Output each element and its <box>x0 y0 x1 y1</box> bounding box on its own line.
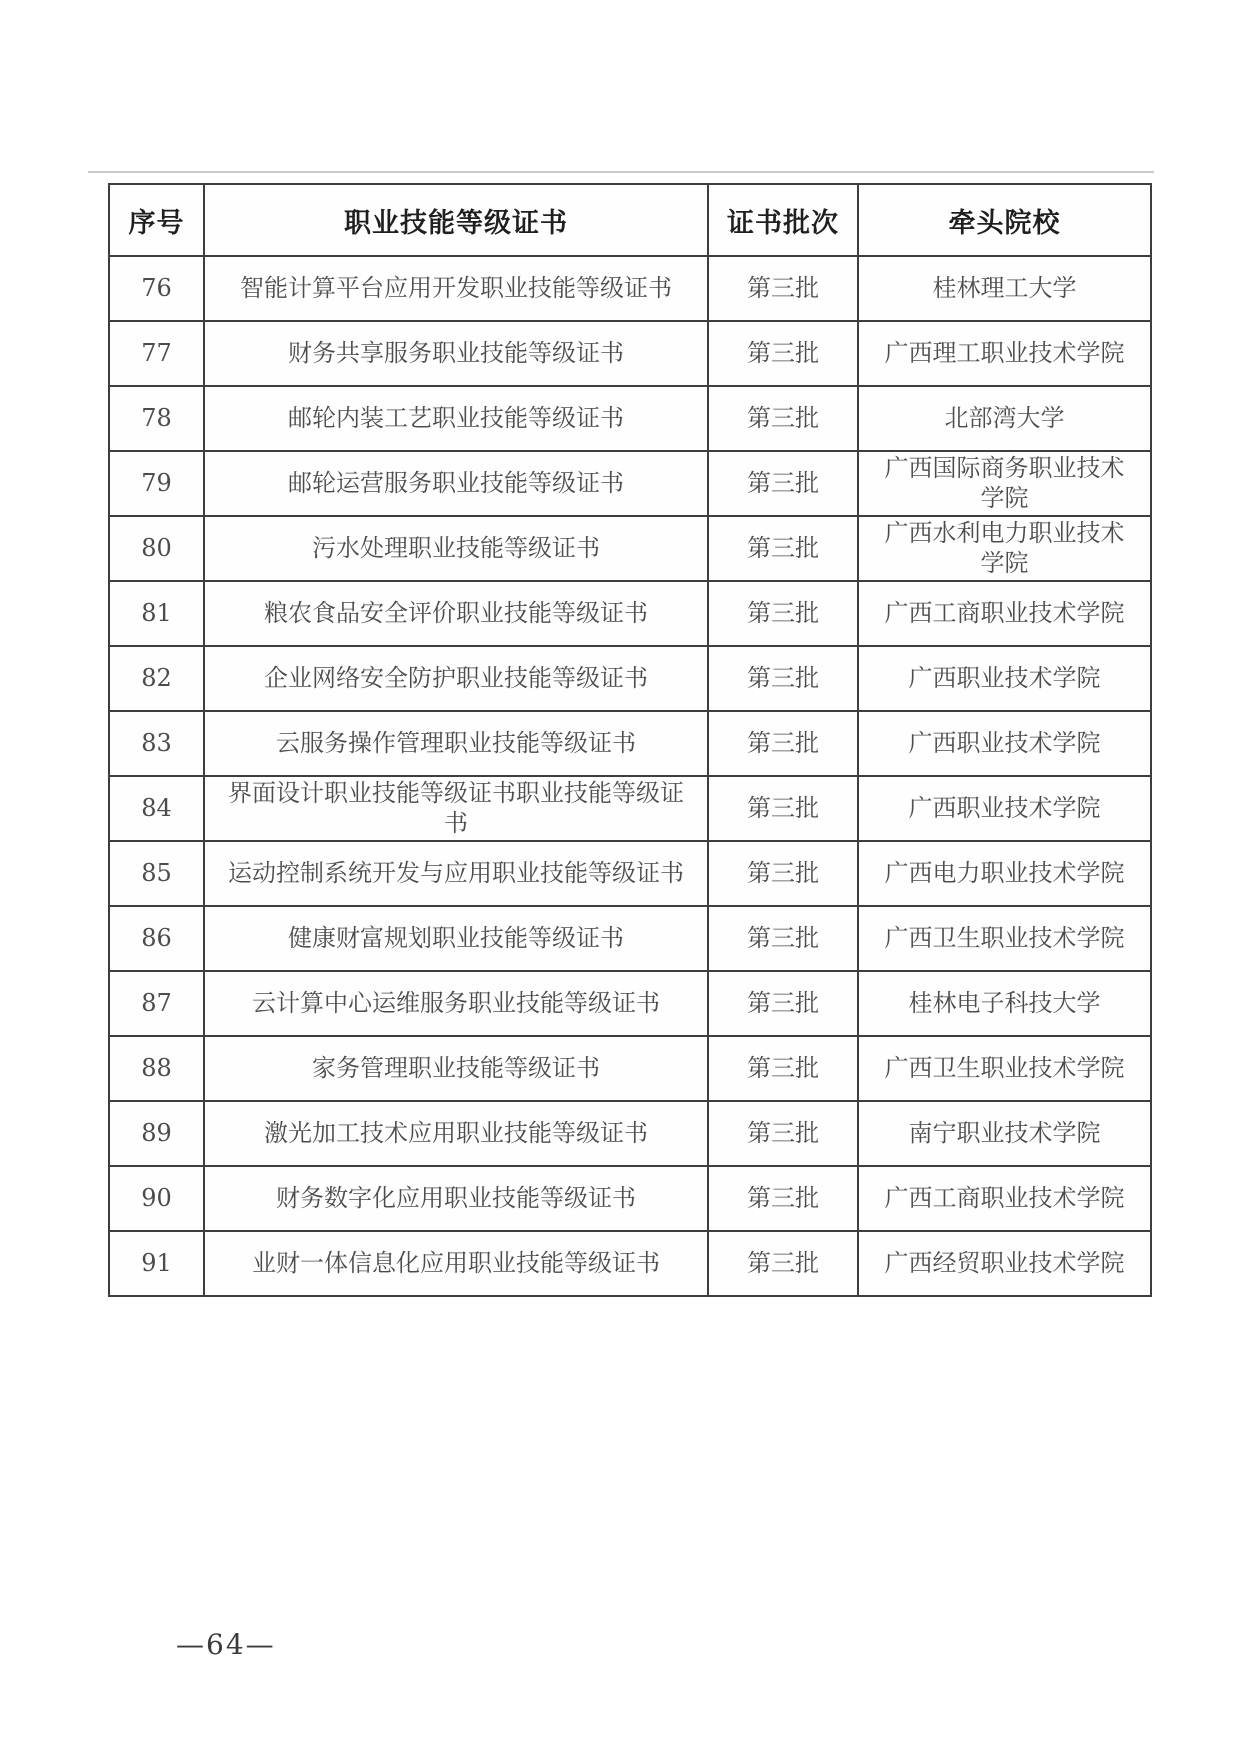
cell-no: 79 <box>109 451 204 516</box>
cell-batch: 第三批 <box>708 451 858 516</box>
certificate-table <box>108 183 1152 1297</box>
cell-batch: 第三批 <box>708 841 858 906</box>
cell-no: 77 <box>109 321 204 386</box>
cell-batch: 第三批 <box>708 906 858 971</box>
cell-batch: 第三批 <box>708 776 858 841</box>
cell-certificate: 智能计算平台应用开发职业技能等级证书 <box>204 256 708 321</box>
table-row <box>109 646 1151 711</box>
cell-school: 广西工商职业技术学院 <box>858 1166 1151 1231</box>
table-row <box>109 1036 1151 1101</box>
column-header-no: 序号 <box>109 184 204 256</box>
column-header-school: 牵头院校 <box>858 184 1151 256</box>
cell-no: 82 <box>109 646 204 711</box>
cell-school: 桂林电子科技大学 <box>858 971 1151 1036</box>
scan-artifact-line <box>88 171 1154 173</box>
header-row <box>109 184 1151 256</box>
cell-school: 广西经贸职业技术学院 <box>858 1231 1151 1296</box>
certificate-table-body <box>109 256 1151 1296</box>
table-row <box>109 256 1151 321</box>
table-row <box>109 451 1151 516</box>
cell-school: 广西水利电力职业技术学院 <box>858 516 1151 581</box>
cell-batch: 第三批 <box>708 1231 858 1296</box>
table-row <box>109 386 1151 451</box>
cell-school: 广西卫生职业技术学院 <box>858 1036 1151 1101</box>
cell-no: 89 <box>109 1101 204 1166</box>
cell-no: 85 <box>109 841 204 906</box>
cell-no: 87 <box>109 971 204 1036</box>
cell-no: 91 <box>109 1231 204 1296</box>
column-header-batch: 证书批次 <box>708 184 858 256</box>
table-row <box>109 776 1151 841</box>
cell-certificate: 财务数字化应用职业技能等级证书 <box>204 1166 708 1231</box>
cell-certificate: 污水处理职业技能等级证书 <box>204 516 708 581</box>
cell-no: 86 <box>109 906 204 971</box>
cell-certificate: 云计算中心运维服务职业技能等级证书 <box>204 971 708 1036</box>
certificate-table-container <box>108 183 1150 1297</box>
cell-batch: 第三批 <box>708 971 858 1036</box>
column-header-certificate: 职业技能等级证书 <box>204 184 708 256</box>
cell-certificate: 邮轮运营服务职业技能等级证书 <box>204 451 708 516</box>
cell-certificate: 家务管理职业技能等级证书 <box>204 1036 708 1101</box>
cell-no: 78 <box>109 386 204 451</box>
cell-school: 广西电力职业技术学院 <box>858 841 1151 906</box>
table-row <box>109 1166 1151 1231</box>
cell-no: 83 <box>109 711 204 776</box>
cell-batch: 第三批 <box>708 1101 858 1166</box>
cell-no: 81 <box>109 581 204 646</box>
cell-no: 80 <box>109 516 204 581</box>
cell-certificate: 健康财富规划职业技能等级证书 <box>204 906 708 971</box>
table-row <box>109 321 1151 386</box>
cell-certificate: 财务共享服务职业技能等级证书 <box>204 321 708 386</box>
certificate-table-header <box>109 184 1151 256</box>
table-row <box>109 841 1151 906</box>
cell-school: 广西职业技术学院 <box>858 711 1151 776</box>
cell-school: 广西卫生职业技术学院 <box>858 906 1151 971</box>
cell-school: 广西职业技术学院 <box>858 646 1151 711</box>
cell-certificate: 企业网络安全防护职业技能等级证书 <box>204 646 708 711</box>
cell-batch: 第三批 <box>708 386 858 451</box>
cell-certificate: 粮农食品安全评价职业技能等级证书 <box>204 581 708 646</box>
cell-batch: 第三批 <box>708 321 858 386</box>
table-row <box>109 581 1151 646</box>
page-number: —64— <box>176 1628 276 1661</box>
cell-batch: 第三批 <box>708 256 858 321</box>
cell-school: 广西工商职业技术学院 <box>858 581 1151 646</box>
cell-batch: 第三批 <box>708 646 858 711</box>
table-row <box>109 1101 1151 1166</box>
cell-certificate: 界面设计职业技能等级证书职业技能等级证书 <box>204 776 708 841</box>
cell-batch: 第三批 <box>708 581 858 646</box>
cell-school: 广西职业技术学院 <box>858 776 1151 841</box>
cell-batch: 第三批 <box>708 1036 858 1101</box>
cell-batch: 第三批 <box>708 516 858 581</box>
cell-school: 广西国际商务职业技术学院 <box>858 451 1151 516</box>
cell-certificate: 云服务操作管理职业技能等级证书 <box>204 711 708 776</box>
cell-batch: 第三批 <box>708 711 858 776</box>
cell-school: 桂林理工大学 <box>858 256 1151 321</box>
cell-certificate: 业财一体信息化应用职业技能等级证书 <box>204 1231 708 1296</box>
table-row <box>109 906 1151 971</box>
cell-school: 南宁职业技术学院 <box>858 1101 1151 1166</box>
cell-batch: 第三批 <box>708 1166 858 1231</box>
table-row <box>109 711 1151 776</box>
cell-certificate: 邮轮内装工艺职业技能等级证书 <box>204 386 708 451</box>
cell-no: 90 <box>109 1166 204 1231</box>
cell-certificate: 激光加工技术应用职业技能等级证书 <box>204 1101 708 1166</box>
cell-school: 北部湾大学 <box>858 386 1151 451</box>
cell-no: 76 <box>109 256 204 321</box>
cell-certificate: 运动控制系统开发与应用职业技能等级证书 <box>204 841 708 906</box>
cell-no: 84 <box>109 776 204 841</box>
table-row <box>109 516 1151 581</box>
cell-school: 广西理工职业技术学院 <box>858 321 1151 386</box>
table-row <box>109 971 1151 1036</box>
table-row <box>109 1231 1151 1296</box>
cell-no: 88 <box>109 1036 204 1101</box>
